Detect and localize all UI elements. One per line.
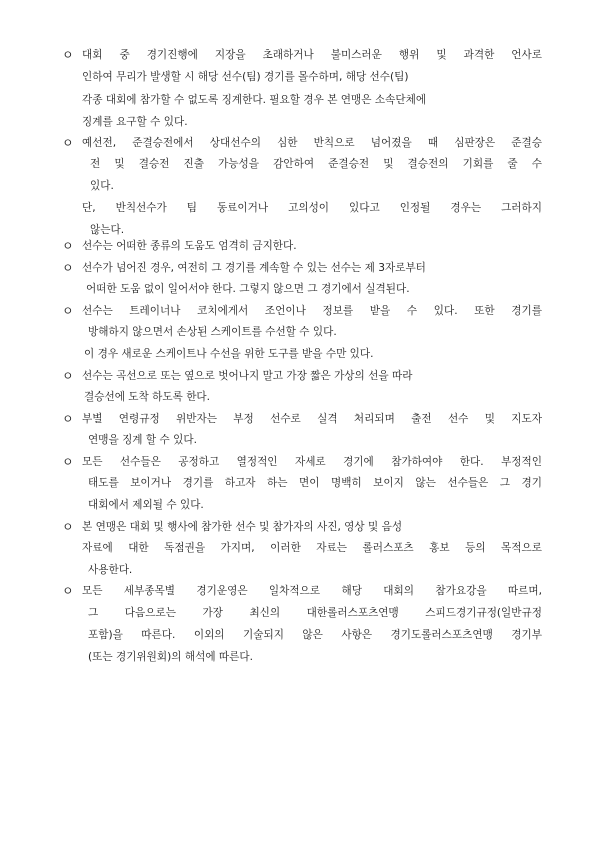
rule-line: (또는 경기위원회)의 해석에 따른다.	[88, 651, 254, 663]
rule-line: 대회에서 제외될 수 있다.	[88, 499, 204, 511]
rule-line: 방해하지 않으면서 손상된 스케이트를 수선할 수 있다.	[88, 326, 337, 338]
rule-line: 결승선에 도착 하도록 한다.	[84, 391, 211, 403]
rule-line: 이 경우 새로운 스케이트나 수선을 위한 도구를 받을 수만 있다.	[84, 348, 374, 360]
rule-line: 있다.	[90, 180, 114, 192]
rule-line: 않는다.	[90, 224, 125, 236]
rule-line: 선수는 곡선으로 또는 옆으로 벗어나지 말고 가장 짧은 가상의 선을 따라	[82, 370, 413, 382]
rule-line: 연맹을 징계 할 수 있다.	[88, 434, 197, 446]
rule-line: 예선전, 준결승전에서 상대선수의 심한 반칙으로 넘어졌을 때 심판장은 준결승	[82, 137, 542, 149]
rule-line: 각종 대회에 참가할 수 없도록 징계한다. 필요할 경우 본 연맹은 소속단체에	[82, 94, 427, 106]
bullet-icon: ㅇ	[62, 369, 74, 383]
bullet-icon: ㅇ	[62, 48, 74, 62]
rule-line: 징계를 요구할 수 있다.	[82, 116, 188, 128]
rule-line: 선수는 트레이너나 코치에게서 조언이나 정보를 받을 수 있다. 또한 경기를	[82, 305, 542, 317]
bullet-icon: ㅇ	[62, 520, 74, 534]
rule-line: 어떠한 도움 없이 일어서야 한다. 그렇지 않으면 그 경기에서 실격된다.	[86, 283, 410, 295]
rule-line: 모든 선수들은 공정하고 열정적인 자세로 경기에 참가하여야 한다. 부정적인	[82, 456, 542, 468]
rule-line: 자료에 대한 독점권을 가지며, 이러한 자료는 롤러스포츠 홍보 등의 목적으로	[82, 542, 542, 554]
rule-line: 본 연맹은 대회 및 행사에 참가한 선수 및 참가자의 사진, 영상 및 음성	[82, 521, 403, 533]
bullet-icon: ㅇ	[62, 239, 74, 253]
rule-line: 포함)을 따른다. 이외의 기술되지 않은 사항은 경기도롤러스포츠연맹 경기부	[88, 629, 542, 641]
bullet-icon: ㅇ	[62, 584, 74, 598]
rule-line: 태도를 보이거나 경기를 하고자 하는 면이 명백히 보이지 않는 선수들은 그 경기	[88, 477, 542, 489]
bullet-icon: ㅇ	[62, 136, 74, 150]
bullet-icon: ㅇ	[62, 455, 74, 469]
rule-line: 선수는 어떠한 종류의 도움도 엄격히 금지한다.	[82, 240, 297, 252]
bullet-icon: ㅇ	[62, 412, 74, 426]
rule-line: 전 및 결승전 진출 가능성을 감안하여 준결승전 및 결승전의 기회를 줄 수	[90, 158, 542, 170]
bullet-icon: ㅇ	[62, 304, 74, 318]
rule-line: 인하여 무리가 발생할 시 해당 선수(팀) 경기를 몰수하며, 해당 선수(팀)	[82, 71, 409, 83]
rule-line: 모든 세부종목별 경기운영은 일차적으로 해당 대회의 참가요강을 따르며,	[82, 585, 542, 597]
rule-line: 부별 연령규정 위반자는 부정 선수로 실격 처리되며 출전 선수 및 지도자	[82, 413, 542, 425]
rule-line: 단, 반칙선수가 팀 동료이거나 고의성이 있다고 인정될 경우는 그러하지	[82, 202, 542, 214]
rule-line: 대회 중 경기진행에 지장을 초래하거나 불미스러운 행위 및 과격한 언사로	[82, 49, 542, 61]
rule-line: 그 다음으로는 가장 최신의 대한롤러스포츠연맹 스피드경기규정(일반규정	[88, 607, 542, 619]
rule-line: 선수가 넘어진 경우, 여전히 그 경기를 계속할 수 있는 선수는 제 3자로부터	[82, 262, 426, 274]
bullet-icon: ㅇ	[62, 261, 74, 275]
rule-line: 사용한다.	[88, 564, 133, 576]
